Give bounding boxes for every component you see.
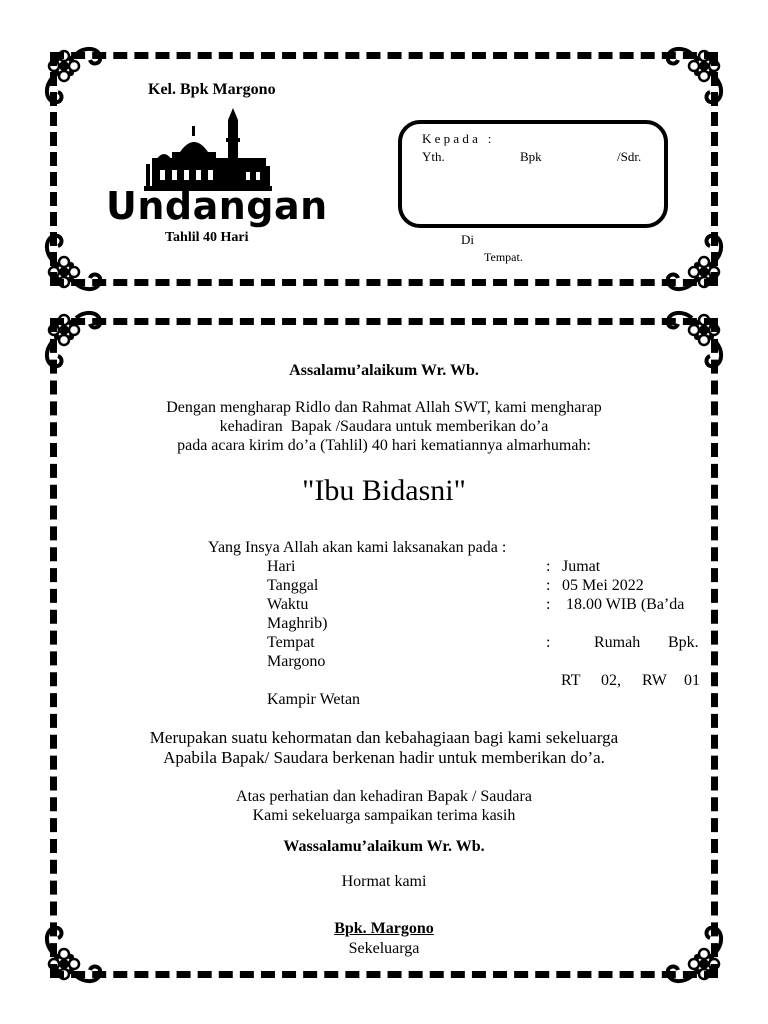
schedule-hari-label: Hari — [267, 558, 296, 575]
invitation-subtitle: Tahlil 40 Hari — [165, 230, 249, 245]
intro-line-2: kehadiran Bapak /Saudara untuk memberikan do’a — [219, 418, 549, 435]
invitation-title: Undangan — [106, 184, 328, 228]
flourish-corner-icon — [666, 234, 726, 294]
mosque-icon — [142, 108, 274, 192]
address-tempat: Tempat. — [484, 250, 523, 264]
schedule-kampung: Kampir Wetan — [267, 691, 361, 708]
intro-line-1: Dengan mengharap Ridlo dan Rahmat Allah SWT, kami mengharap — [166, 399, 602, 416]
thanks-line-1: Atas perhatian dan kehadiran Bapak / Saudara — [236, 788, 532, 805]
schedule-colon: : — [546, 596, 551, 613]
address-di: Di — [461, 232, 474, 247]
deceased-name: "Ibu Bidasni" — [302, 474, 466, 507]
schedule-colon: : — [546, 577, 551, 594]
schedule-tanggal-label: Tanggal — [267, 577, 319, 594]
address-kepada: K e p a d a : — [422, 131, 492, 146]
address-bpk: Bpk — [520, 149, 542, 164]
schedule-waktu-value: 18.00 WIB (Ba’da — [566, 596, 685, 613]
schedule-tempat-label: Tempat — [267, 634, 315, 651]
address-sdr: /Sdr. — [617, 149, 642, 164]
flourish-corner-icon — [42, 234, 102, 294]
intro-line-3: pada acara kirim do’a (Tahlil) 40 hari kematiannya almarhumah: — [177, 437, 591, 454]
signer-name: Bpk. Margono — [334, 920, 434, 937]
flourish-corner-icon — [42, 44, 102, 104]
flourish-corner-icon — [42, 308, 102, 368]
schedule-rw: RW — [642, 672, 667, 689]
address-yth: Yth. — [422, 149, 445, 164]
schedule-colon: : — [546, 558, 551, 575]
closing-line-1: Merupakan suatu kehormatan dan kebahagiaan bagi kami sekeluarga — [149, 728, 619, 747]
closing-line-2: Apabila Bapak/ Saudara berkenan hadir untuk memberikan do’a. — [163, 748, 605, 767]
schedule-intro: Yang Insya Allah akan kami laksanakan pada : — [208, 539, 507, 556]
schedule-colon: : — [546, 634, 551, 651]
schedule-rw-no: 01 — [684, 672, 700, 689]
schedule-tempat-value-a: Rumah — [594, 634, 641, 651]
schedule-rt: RT — [561, 672, 581, 689]
schedule-tempat-value-b: Bpk. — [668, 634, 699, 651]
flourish-corner-icon — [666, 44, 726, 104]
signer-sub: Sekeluarga — [348, 940, 420, 957]
schedule-waktu-cont: Maghrib) — [267, 615, 328, 632]
regards: Hormat kami — [341, 873, 427, 890]
schedule-rt-no: 02, — [601, 672, 621, 689]
schedule-hari-value: Jumat — [562, 558, 601, 575]
family-name: Kel. Bpk Margono — [148, 81, 276, 98]
schedule-waktu-label: Waktu — [267, 596, 309, 613]
flourish-corner-icon — [666, 308, 726, 368]
schedule-tanggal-value: 05 Mei 2022 — [562, 577, 644, 594]
schedule-tempat-cont: Margono — [267, 653, 326, 670]
thanks-line-2: Kami sekeluarga sampaikan terima kasih — [252, 807, 516, 824]
greeting: Assalamu’alaikum Wr. Wb. — [289, 362, 479, 379]
farewell: Wassalamu’alaikum Wr. Wb. — [283, 838, 485, 855]
